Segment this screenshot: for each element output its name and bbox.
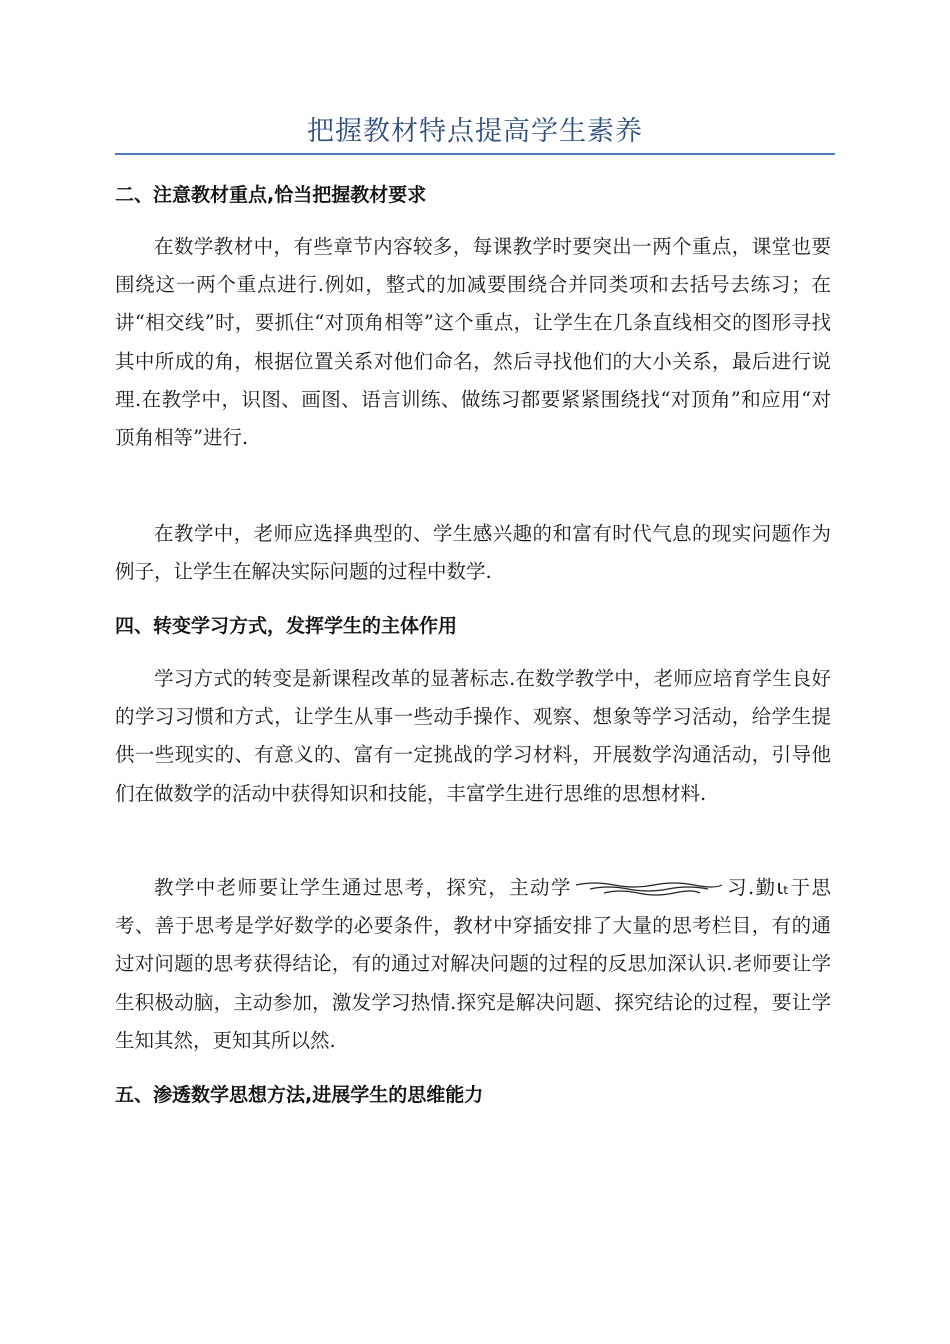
section-heading-5: 五、渗透数学思想方法,进展学生的思维能力: [115, 1084, 484, 1106]
paragraph-section4-1: 学习方式的转变是新课程改革的显著标志.在数学教学中，老师应培育学生良好的学习习惯和方式，让学生从事一些动手操作、观察、想象等学习活动，给学生提供一些现实的、有意义的、富有一定挑战的学习材料，开展数学沟通活动，引导他们在做数学的活动中获得知识和技能，丰富学生进行思维的思想材料.: [115, 667, 831, 805]
paragraph-text-continuation: 于思考、善于思考是学好数学的必要条件，教材中穿插安排了大量的思考栏目，有的通过对问题的思考获得结论，有的通过对解决问题的过程的反思加深认识.老师要让学生积极动脑，主动参加，激发学习热情.探究是解决问题、探究结论的过程，要让学生知其然，更知其所以然.: [115, 876, 831, 1052]
paragraph-section2-1: 在数学教材中，有些章节内容较多，每课教学时要突出一两个重点，课堂也要围绕这一两个重点进行.例如，整式的加减要围绕合并同类项和去括号去练习；在讲“相交线”时，要抓住“对顶角相等”这个重点，让学生在几条直线相交的图形寻找其中所成的角，根据位置关系对他们命名，然后寻找他们的大小关系，最后进行说理.在教学中，识图、画图、语言训练、做练习都要紧紧围绕找“对顶角”和应用“对顶角相等”进行.: [115, 235, 831, 450]
stray-glyph: ɩₜ: [776, 875, 790, 899]
paragraph-text-after-figure: 习.勤: [725, 876, 777, 899]
paragraph-section4-2: [115, 868, 831, 1060]
wavy-lines-figure: [574, 880, 724, 898]
title-underline: [115, 153, 835, 155]
document-title: 把握教材特点提高学生素养: [307, 116, 643, 147]
paragraph-section2-2: 在教学中，老师应选择典型的、学生感兴趣的和富有时代气息的现实问题作为例子，让学生在解决实际问题的过程中数学.: [115, 522, 831, 584]
paragraph-text-before-figure: 教学中老师要让学生通过思考，探究，主动学: [154, 876, 572, 899]
section-heading-2: 二、注意教材重点,恰当把握教材要求: [115, 184, 427, 206]
section-heading-4: 四、转变学习方式，发挥学生的主体作用: [115, 615, 458, 637]
